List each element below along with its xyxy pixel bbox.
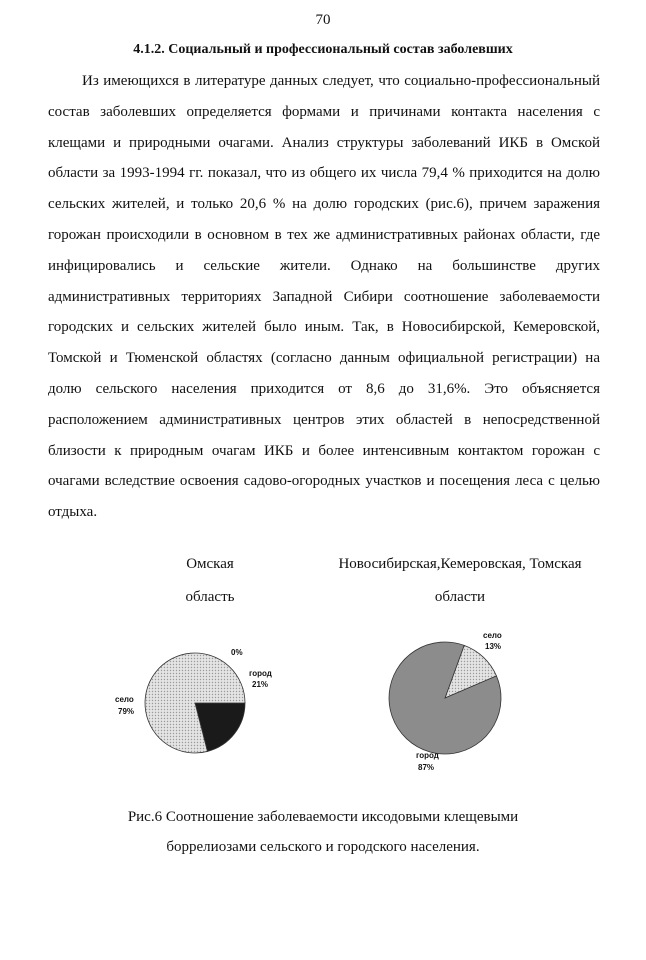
pie-chart-omsk (145, 653, 245, 753)
slice-label: село (115, 695, 134, 704)
chart-title-other-regions (310, 548, 610, 614)
chart-title-line: Новосибирская,Кемеровская, Томская (338, 556, 582, 572)
slice-label: город (416, 751, 439, 760)
chart-title-line: области (434, 589, 486, 605)
slice-label: город (249, 669, 272, 678)
pie-chart-other-regions (389, 642, 501, 754)
chart-title-line: область (185, 589, 235, 605)
slice-label: 21% (252, 680, 269, 689)
page-number: 70 (315, 12, 331, 28)
chart-title-omsk (130, 548, 290, 614)
figure-caption (0, 802, 646, 862)
slice-label: село (483, 631, 502, 640)
paragraph: Из имеющихся в литературе данных следует, что социально-профессиональный состав заболевших определяется формами и причинами контакта населения с клещами и природными очагами. Анализ структуры заболеваний ИКБ в Омской области за 1993-1994 гг. показал, что из общего их числа 79,4 % приходится на долю сельских жителей, и только 20,6 % на долю городских (рис.6), причем заражения горожан происходили в основном в тех же административных районах области, где инфицировались и сельские жители. Однако на большинстве других административных территориях Западной Сибири соотношение заболеваемости городских и сельских жителей было иным. Так, в Новосибирской, Кемеровской, Томской и Тюменской областях (согласно данным официальной регистрации) на долю сельского населения приходится от 8,6 до 31,6%. Это объясняется расположением административных центров этих областей в непосредственной близости к природным очагам ИКБ и более интенсивным контактом горожан с очагами вследствие освоения садово-огородных участков и посещения леса с целью отдыха. (48, 73, 600, 521)
slice-label: 79% (118, 707, 135, 716)
slice-label: 87% (418, 763, 435, 772)
caption-line: Рис.6 Соотношение заболеваемости иксодовыми клещевыми (127, 809, 519, 825)
caption-line: боррелиозами сельского и городского населения. (166, 839, 480, 855)
slice-label: 0% (231, 648, 243, 657)
section-heading: 4.1.2. Социальный и профессиональный состав заболевших (133, 42, 513, 57)
chart-title-line: Омская (186, 556, 234, 572)
pie-charts (100, 618, 560, 788)
slice-label: 13% (485, 642, 502, 651)
body-text (48, 66, 600, 528)
